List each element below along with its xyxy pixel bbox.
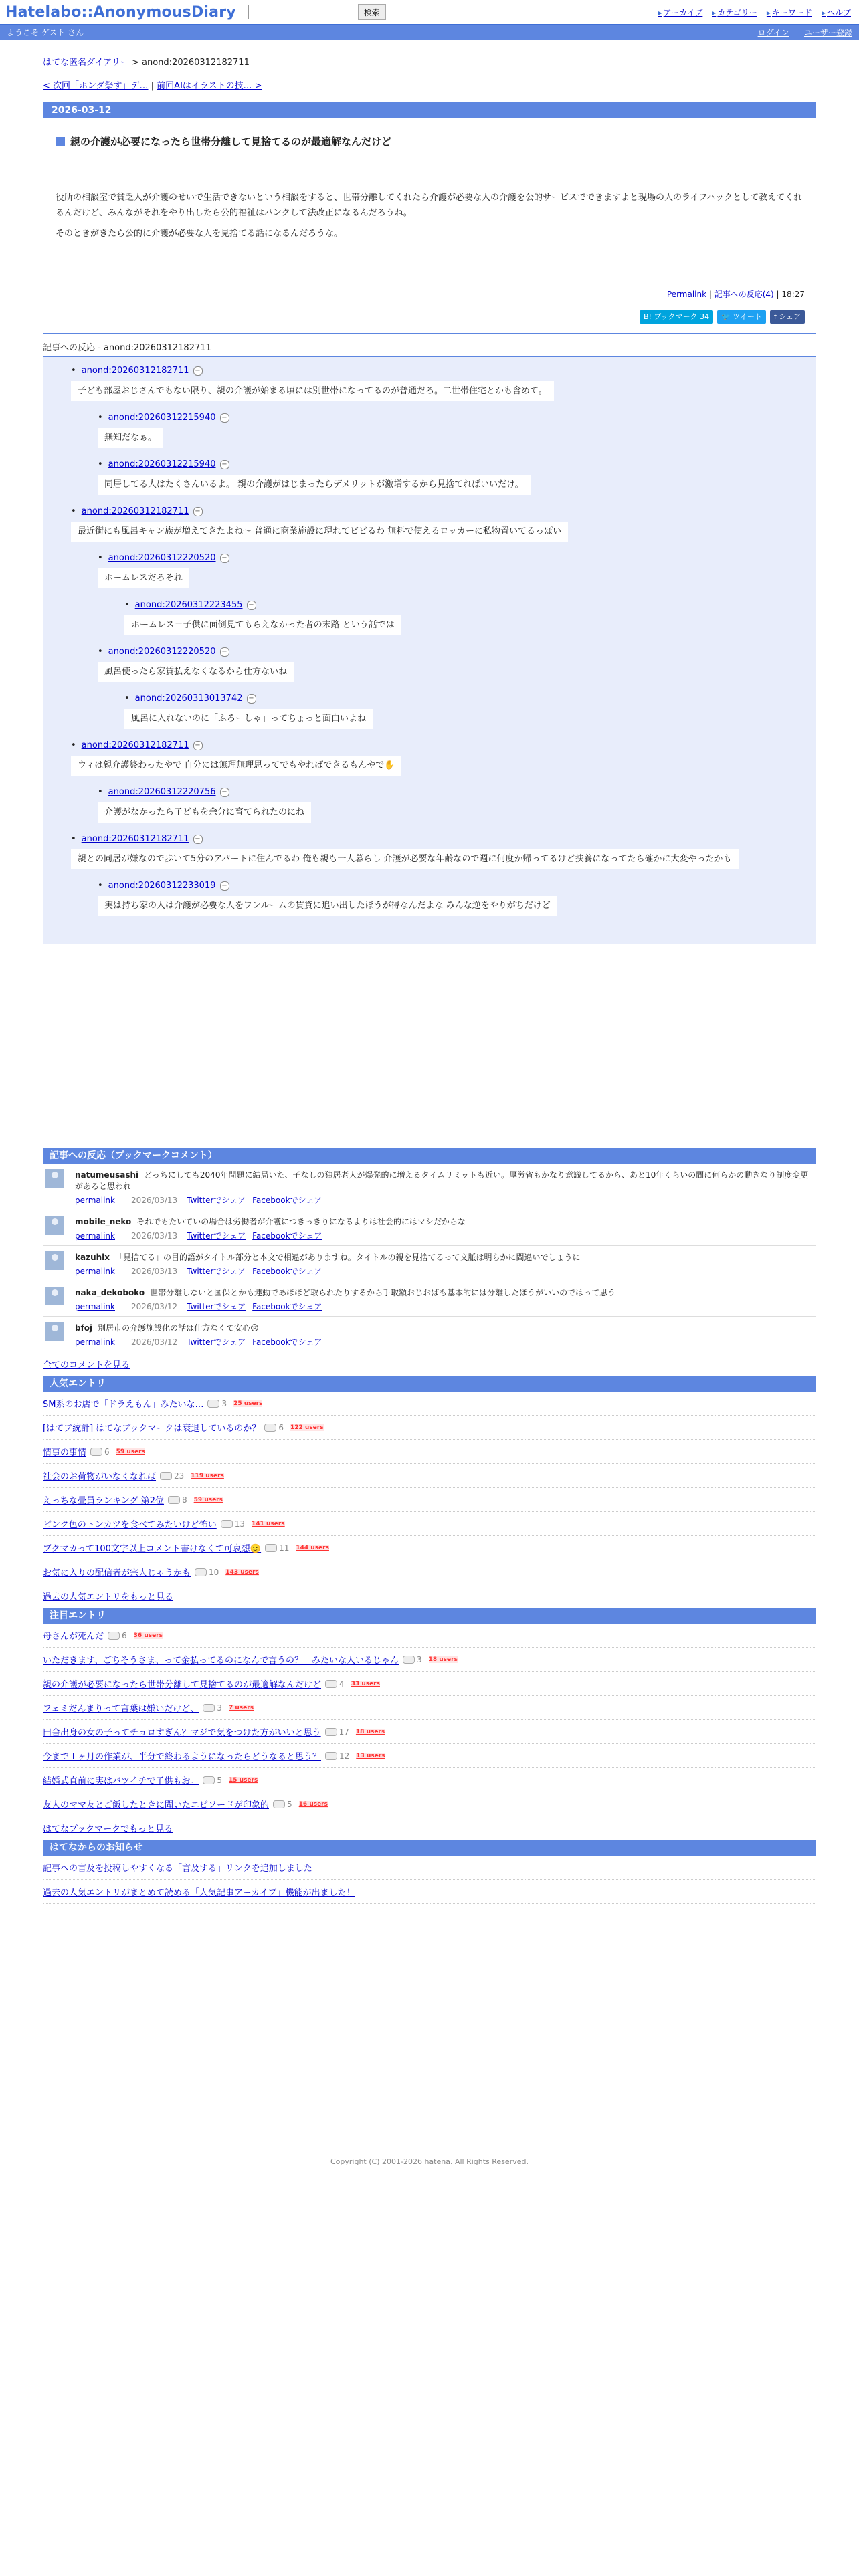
- reaction-text: 風呂使ったら家賃払えなくなるから仕方ないね: [98, 662, 294, 682]
- bookmark-permalink[interactable]: permalink: [75, 1267, 115, 1276]
- reaction-node: [71, 365, 816, 412]
- popular-list: [43, 1392, 816, 1584]
- comment-count: [265, 1543, 289, 1553]
- reaction-node: [98, 880, 816, 927]
- bookmark-body: [75, 1251, 581, 1277]
- notable-entry: [43, 1672, 816, 1696]
- notable-entry: [43, 1696, 816, 1720]
- news-item: [43, 1880, 816, 1904]
- comment-count: [203, 1703, 222, 1713]
- facebook-share-link[interactable]: Facebookでシェア: [252, 1196, 322, 1205]
- bookmark-users-badge[interactable]: 122 users: [290, 1424, 324, 1431]
- reaction-node: [98, 646, 816, 693]
- reaction-text: 無知だなぁ。: [98, 428, 163, 448]
- popular-entry: [43, 1536, 816, 1560]
- comment-count: [264, 1423, 284, 1432]
- popular-entry: [43, 1416, 816, 1440]
- bookmark-comment: [43, 1210, 816, 1246]
- twitter-share-link[interactable]: Twitterでシェア: [187, 1231, 246, 1241]
- collapse-toggle-icon[interactable]: −: [220, 554, 229, 563]
- notable-entry: [43, 1768, 816, 1792]
- bookmark-count: ブックマーク 34: [654, 312, 710, 321]
- bookmark-meta: [75, 1230, 466, 1241]
- bookmark-comment-text: どっちにしても2040年問題に結局いた、子なしの独居老人が爆発的に増えるタイムリミットも近い。厚労省もかなり意識してるから、あと10年くらいの間に何らかの動きなり制度変更があると思われ: [75, 1170, 809, 1191]
- comment-bubble-icon: [403, 1656, 415, 1664]
- reaction-link[interactable]: • anond:20260312215940 −: [98, 412, 816, 424]
- user-avatar[interactable]: [45, 1169, 64, 1188]
- bookmark-line: [75, 1169, 814, 1192]
- comment-count-value: 8: [182, 1495, 187, 1505]
- collapse-toggle-icon[interactable]: −: [220, 413, 229, 423]
- popular-entry: [43, 1488, 816, 1512]
- bookmark-comment: [43, 1281, 816, 1317]
- bookmark-user[interactable]: naka_dekoboko: [75, 1288, 145, 1297]
- twitter-share-link[interactable]: Twitterでシェア: [187, 1302, 246, 1311]
- entry-title: [56, 134, 816, 148]
- comment-bubble-icon: [195, 1568, 207, 1576]
- bookmark-users-badge[interactable]: 13 users: [356, 1752, 385, 1759]
- reaction-link[interactable]: • anond:20260312215940 −: [98, 459, 816, 471]
- popular-entry: [43, 1464, 816, 1488]
- user-avatar[interactable]: [45, 1216, 64, 1235]
- news-link[interactable]: 過去の人気エントリがまとめて読める「人気記事アーカイブ」機能が出ました！: [43, 1888, 355, 1898]
- bookmark-line: [75, 1322, 328, 1333]
- welcome-text: ようこそ ゲスト さん: [7, 28, 84, 37]
- reaction-node: [98, 412, 816, 459]
- comment-bubble-icon: [90, 1448, 102, 1456]
- reaction-node: [98, 786, 816, 833]
- reaction-node: [71, 506, 816, 552]
- comment-count-value: 3: [217, 1703, 222, 1713]
- collapse-toggle-icon[interactable]: −: [220, 788, 229, 797]
- notable-entry: [43, 1792, 816, 1816]
- bookmark-body: [75, 1322, 328, 1348]
- notable-entries: [43, 1608, 816, 1840]
- next-entry-link[interactable]: < 次回「ホンダ祭す」デ…: [43, 81, 149, 91]
- entry-paragraph: そのときがきたら公的に介護が必要な人を見捨てる話になるんだろうな。: [56, 229, 343, 239]
- bookmark-permalink[interactable]: permalink: [75, 1302, 115, 1311]
- user-avatar[interactable]: [45, 1251, 64, 1270]
- collapse-toggle-icon[interactable]: −: [193, 507, 203, 516]
- bookmark-comment-text: 「見捨てる」の目的語がタイトル部分と本文で相違がありますね。タイトルの親を見捨てるって文脈は明らかに間違いでしょうに: [115, 1253, 581, 1262]
- popular-title: 人気エントリ: [43, 1376, 816, 1392]
- reaction-node: [124, 599, 816, 646]
- comment-bubble-icon: [265, 1544, 277, 1552]
- popular-entry-link[interactable]: 情事の事情: [43, 1448, 87, 1458]
- twitter-share-link[interactable]: Twitterでシェア: [187, 1196, 246, 1205]
- popular-entries: [43, 1376, 816, 1608]
- site-logo[interactable]: Hatelabo::AnonymousDiary: [5, 3, 236, 21]
- bookmark-button[interactable]: B! ブックマーク 34: [640, 310, 713, 324]
- comment-bubble-icon: [108, 1632, 120, 1640]
- bookmark-date: 2026/03/12: [131, 1337, 178, 1347]
- popular-entry: [43, 1440, 816, 1464]
- bookmark-comment: [43, 1317, 816, 1352]
- nav-keyword[interactable]: ▸ キーワード: [767, 7, 812, 18]
- bookmark-comment-text: 別居市の介護施設化の話は仕方なくて安心😢: [98, 1323, 259, 1333]
- collapse-toggle-icon[interactable]: −: [247, 601, 256, 610]
- bookmark-user[interactable]: bfoj: [75, 1323, 93, 1333]
- popular-entry-link[interactable]: ピンク色のトンカツを食べてみたいけど怖い: [43, 1520, 217, 1530]
- bookmark-users-badge[interactable]: 16 users: [298, 1800, 328, 1808]
- comment-count: [203, 1776, 222, 1785]
- search-input[interactable]: [248, 5, 355, 19]
- comment-bubble-icon: [273, 1800, 285, 1808]
- register-link[interactable]: ユーザー登録: [803, 28, 852, 37]
- bookmark-line: [75, 1216, 466, 1227]
- bookmark-body: [75, 1216, 466, 1241]
- reaction-text: 介護がなかったら子どもを余分に育てられたのにね: [98, 802, 311, 823]
- bookmark-date: 2026/03/12: [131, 1302, 178, 1311]
- comment-bubble-icon: [325, 1680, 337, 1688]
- bookmark-body: [75, 1287, 615, 1312]
- hatena-news: [43, 1840, 816, 1904]
- entry-paragraph: 役所の相談室で貧乏人が介護のせいで生活できないという相談をすると、世帯分離してくれたら介護が必要な人の介護を公的サービスでできますよと現場の人のライフハックとして教えてくれるんだけど、みんながそれをやり出したら公的福祉はパンクして法改正になるんだろうね。: [56, 193, 803, 218]
- bookmark-users-badge[interactable]: 25 users: [233, 1400, 263, 1407]
- notable-entry: [43, 1720, 816, 1744]
- pager: [43, 78, 816, 91]
- collapse-toggle-icon[interactable]: −: [220, 460, 229, 469]
- popular-entry-link[interactable]: 社会のお荷物がいなくなれば: [43, 1472, 157, 1482]
- popular-entry-link[interactable]: お気に入りの配信者が宗人じゃうかも: [43, 1568, 191, 1578]
- bookmark-list: [43, 1164, 816, 1352]
- news-title: はてなからのお知らせ: [43, 1840, 816, 1856]
- comment-count: [403, 1655, 422, 1665]
- bookmark-users-badge[interactable]: 119 users: [191, 1472, 224, 1479]
- notable-entry: [43, 1624, 816, 1648]
- bookmark-users-badge[interactable]: 59 users: [116, 1448, 145, 1455]
- bookmark-permalink[interactable]: permalink: [75, 1196, 115, 1205]
- comment-count: [108, 1631, 127, 1640]
- facebook-share-link[interactable]: Facebookでシェア: [252, 1267, 322, 1276]
- bookmark-comments: [43, 1148, 816, 1376]
- bookmark-users-badge[interactable]: 59 users: [193, 1496, 223, 1503]
- comment-count: [325, 1727, 349, 1737]
- reaction-link[interactable]: • anond:20260312233019 −: [98, 880, 816, 892]
- bookmark-permalink[interactable]: permalink: [75, 1231, 115, 1241]
- notable-entry: [43, 1744, 816, 1768]
- collapse-toggle-icon[interactable]: −: [247, 694, 256, 704]
- title-square-icon: [56, 137, 65, 146]
- popular-entry: [43, 1512, 816, 1536]
- collapse-toggle-icon[interactable]: −: [193, 835, 203, 844]
- popular-entry-link[interactable]: ブクマカって100文字以上コメント書けなくて可哀想🙂: [43, 1544, 262, 1554]
- reactions-title: 記事への反応 - anond:20260312182711: [43, 340, 816, 357]
- bookmark-comment: [43, 1246, 816, 1281]
- comment-count: [195, 1568, 219, 1577]
- breadcrumb: [43, 55, 816, 68]
- bookmark-body: [75, 1169, 814, 1206]
- reaction-node: [71, 833, 816, 880]
- bookmark-comment-text: それでもたいていの場合は労働者が介護につきっきりになるよりは社会的にはマシだからな: [136, 1217, 466, 1226]
- bookmark-users-badge[interactable]: 18 users: [355, 1728, 385, 1735]
- collapse-toggle-icon[interactable]: −: [193, 741, 203, 750]
- notable-entry: [43, 1648, 816, 1672]
- comment-count-value: 6: [278, 1422, 284, 1432]
- notable-entry-link[interactable]: 友人のママ友とご飯したときに聞いたエピソードが印象的: [43, 1800, 270, 1810]
- bookmark-meta: [75, 1265, 581, 1277]
- notable-more-link[interactable]: はてなブックマークでもっと見る: [43, 1824, 173, 1834]
- collapse-toggle-icon[interactable]: −: [220, 647, 229, 657]
- notable-entry-link[interactable]: いただきます、ごちそうさま、って金払ってるのになんで言うの？ みたいな人いるじゃん: [43, 1656, 399, 1666]
- comment-count-value: 11: [279, 1543, 290, 1553]
- comment-count: [90, 1447, 110, 1457]
- comment-count: [325, 1751, 349, 1761]
- bookmark-users-badge[interactable]: 15 users: [229, 1776, 258, 1784]
- fb-share-label: シェア: [779, 312, 801, 321]
- popular-more-link[interactable]: 過去の人気エントリをもっと見る: [43, 1592, 174, 1602]
- reaction-link[interactable]: • anond:20260312182711 −: [71, 740, 816, 752]
- comment-count: [160, 1471, 184, 1481]
- reaction-tree: [43, 357, 816, 944]
- breadcrumb-current: anond:20260312182711: [142, 58, 250, 68]
- comment-bubble-icon: [168, 1496, 180, 1504]
- bookmark-user[interactable]: kazuhix: [75, 1253, 110, 1262]
- comment-count: [168, 1495, 187, 1505]
- reaction-link[interactable]: • anond:20260312220520 −: [98, 552, 816, 564]
- reaction-link[interactable]: • anond:20260312220520 −: [98, 646, 816, 658]
- comment-count-value: 5: [287, 1799, 292, 1809]
- facebook-share-link[interactable]: Facebookでシェア: [252, 1231, 322, 1241]
- entry-title-text: 親の介護が必要になったら世帯分離して見捨てるのが最適解なんだけど: [70, 136, 392, 148]
- news-item: [43, 1856, 816, 1880]
- comment-bubble-icon: [207, 1400, 219, 1408]
- comment-count-value: 5: [217, 1775, 222, 1785]
- bookmark-comment: [43, 1164, 816, 1210]
- bookmark-line: [75, 1287, 615, 1298]
- collapse-toggle-icon[interactable]: −: [220, 881, 229, 891]
- entry: [43, 102, 816, 334]
- comment-count-value: 4: [339, 1679, 345, 1689]
- pager-sep: |: [148, 81, 157, 91]
- nav-archive[interactable]: ▸ アーカイブ: [658, 7, 703, 18]
- entry-date: 2026-03-12: [43, 102, 816, 118]
- reaction-text: 風呂に入れないのに「ふろーしゃ」ってちょっと面白いよね: [124, 709, 373, 729]
- reaction-link[interactable]: • anond:20260312220756 −: [98, 786, 816, 798]
- comment-count-value: 3: [416, 1654, 422, 1665]
- entry-time: 18:27: [781, 290, 805, 299]
- user-avatar[interactable]: [45, 1287, 64, 1305]
- comment-bubble-icon: [203, 1776, 215, 1784]
- facebook-share-link[interactable]: Facebookでシェア: [252, 1302, 322, 1311]
- bookmark-users-badge[interactable]: 143 users: [225, 1568, 259, 1576]
- reaction-text: 親との同居が嫌なので歩いて5分のアパートに住んでるわ 俺も親も一人暮らし 介護が必要な年齢なので週に何度か帰ってるけど扶養になってたら確かに大変やったかも: [71, 849, 739, 869]
- bookmark-user[interactable]: natumeusashi: [75, 1170, 139, 1180]
- top-nav: [658, 7, 851, 18]
- nav-help[interactable]: ▸ ヘルプ: [822, 7, 851, 18]
- twitter-share-link[interactable]: Twitterでシェア: [187, 1267, 246, 1276]
- notable-entry-link[interactable]: 親の介護が必要になったら世帯分離して見捨てるのが最適解なんだけど: [43, 1680, 322, 1690]
- reaction-link[interactable]: • anond:20260312182711 −: [71, 833, 816, 845]
- bookmark-users-badge[interactable]: 141 users: [252, 1520, 285, 1527]
- notable-title: 注目エントリ: [43, 1608, 816, 1624]
- reaction-link[interactable]: • anond:20260312182711 −: [71, 365, 816, 377]
- permalink[interactable]: Permalink: [666, 290, 707, 299]
- notable-entry-link[interactable]: 田舎出身の女の子ってチョロすぎん？マジで気をつけた方がいいと思う: [43, 1728, 321, 1738]
- reaction-text: 子ども部屋おじさんでもない限り、親の介護が始まる頃には別世帯になってるのが普通だろ。二世帯住宅とかも含めて。: [71, 381, 554, 401]
- popular-entry: [43, 1392, 816, 1416]
- tweet-label: ツイート: [733, 312, 762, 321]
- bookmark-users-badge[interactable]: 7 users: [229, 1704, 254, 1711]
- reaction-link[interactable]: • anond:20260312223455 −: [124, 599, 816, 611]
- entry-footer: Permalink | 記事への反応(4) | 18:27: [666, 290, 805, 299]
- popular-entry-link[interactable]: [はてブ統計] はてなブックマークは衰退しているのか？: [43, 1424, 261, 1434]
- breadcrumb-home[interactable]: はてな匿名ダイアリー: [43, 58, 129, 68]
- tweet-button[interactable]: 🐦 ツイート: [717, 310, 766, 324]
- bookmark-date: 2026/03/13: [131, 1196, 178, 1205]
- facebook-share-button[interactable]: f シェア: [770, 310, 805, 324]
- reaction-text: ウィは親介護終わったやで 自分には無理無理思ってでもやればできるもんやで✋: [71, 756, 401, 776]
- bookmark-comment-text: 世帯分離しないと国保とかも連動であほほど取られたりするから手取額おじおばも基本的には分離したほうがいいのではって思う: [150, 1288, 616, 1297]
- comment-count-value: 23: [174, 1471, 185, 1481]
- header: [0, 0, 859, 25]
- bookmark-meta: [75, 1301, 615, 1312]
- comment-count: [325, 1679, 345, 1689]
- footer-copyright: Copyright (C) 2001-2026 hatena. All Rights Reserved.: [330, 2157, 529, 2166]
- comment-bubble-icon: [160, 1472, 172, 1480]
- prev-entry-link[interactable]: 前回AIはイラストの技… >: [157, 81, 262, 91]
- ad-space: [43, 944, 816, 1148]
- login-link[interactable]: ログイン: [757, 28, 789, 37]
- reaction-node: [98, 552, 816, 599]
- comment-count-value: 6: [104, 1446, 110, 1457]
- reaction-text: ホームレスだろそれ: [98, 568, 189, 588]
- comment-count: [273, 1800, 292, 1809]
- popular-entry-link[interactable]: えっちな畳員ランキング 第2位: [43, 1496, 165, 1506]
- comment-bubble-icon: [221, 1520, 233, 1528]
- facebook-share-link[interactable]: Facebookでシェア: [252, 1337, 322, 1347]
- reaction-text: 同居してる人はたくさんいるよ。 親の介護がはじまったらデメリットが激増するから見捨てればいいだけ。: [98, 475, 531, 495]
- reaction-node: [71, 740, 816, 786]
- user-avatar[interactable]: [45, 1322, 64, 1341]
- reactions-link[interactable]: 記事への反応(4): [714, 290, 774, 299]
- reaction-link[interactable]: • anond:20260313013742 −: [124, 693, 816, 705]
- bookmark-users-badge[interactable]: 36 users: [133, 1632, 163, 1639]
- notable-list: [43, 1624, 816, 1816]
- popular-entry-link[interactable]: SM系のお店で「ドラえもん」みたいな…: [43, 1400, 204, 1410]
- comment-count-value: 3: [221, 1398, 227, 1408]
- bookmark-date: 2026/03/13: [131, 1267, 178, 1276]
- main-content: [43, 40, 816, 1904]
- bookmark-line: [75, 1251, 581, 1263]
- search-button[interactable]: 検索: [358, 4, 386, 20]
- notable-entry-link[interactable]: 結婚式直前に実はバツイチで子供もお。: [43, 1776, 199, 1786]
- reaction-text: ホームレス＝子供に面倒見てもらえなかった者の末路 という話では: [124, 615, 401, 635]
- twitter-share-link[interactable]: Twitterでシェア: [187, 1337, 246, 1347]
- bookmark-date: 2026/03/13: [131, 1231, 178, 1241]
- comment-bubble-icon: [325, 1752, 337, 1760]
- nav-category[interactable]: ▸ カテゴリー: [712, 7, 757, 18]
- entry-body: [56, 190, 803, 241]
- bookmark-users-badge[interactable]: 33 users: [351, 1680, 380, 1687]
- news-link[interactable]: 記事への言及を投稿しやすくなる「言及する」リンクを追加しました: [43, 1864, 312, 1874]
- comment-count-value: 12: [339, 1751, 350, 1761]
- comment-count: [221, 1519, 245, 1529]
- notable-entry-link[interactable]: 母さんが死んだ: [43, 1632, 104, 1642]
- reaction-node: [124, 693, 816, 740]
- comment-bubble-icon: [203, 1704, 215, 1712]
- popular-entry: [43, 1560, 816, 1584]
- comment-bubble-icon: [264, 1424, 276, 1432]
- collapse-toggle-icon[interactable]: −: [193, 366, 203, 376]
- comment-count-value: 17: [339, 1727, 349, 1737]
- welcome-bar: [0, 25, 859, 40]
- breadcrumb-sep: >: [128, 58, 142, 68]
- bookmark-users-badge[interactable]: 144 users: [296, 1544, 329, 1551]
- bookmark-user[interactable]: mobile_neko: [75, 1217, 132, 1226]
- share-buttons: [43, 300, 816, 333]
- reaction-link[interactable]: • anond:20260312182711 −: [71, 506, 816, 518]
- comment-count-value: 6: [122, 1630, 127, 1640]
- reaction-text: 実は持ち家の人は介護が必要な人をワンルームの賃貸に追い出したほうが得なんだよな みんな逆をやりがちだけど: [98, 896, 557, 916]
- reaction-node: [98, 459, 816, 506]
- bookmark-meta: [75, 1336, 328, 1348]
- bookmark-permalink[interactable]: permalink: [75, 1337, 115, 1347]
- comment-count: [207, 1399, 227, 1408]
- comment-count-value: 10: [209, 1567, 219, 1577]
- bookmark-meta: [75, 1194, 814, 1206]
- all-comments-link[interactable]: 全てのコメントを見る: [43, 1360, 130, 1370]
- reaction-text: 最近街にも風呂キャン族が増えてきたよね～ 普通に商業施設に現れてビビるわ 無料で使えるロッカーに私物置いてるっぽい: [71, 522, 568, 542]
- notable-entry-link[interactable]: 今まで１ヶ月の作業が、半分で終わるようになったらどうなると思う？: [43, 1752, 322, 1762]
- bookmark-comments-title: 記事への反応（ブックマークコメント）: [43, 1148, 816, 1164]
- comment-bubble-icon: [325, 1728, 337, 1736]
- comment-count-value: 13: [234, 1519, 246, 1529]
- notable-entry-link[interactable]: フェミだんまりって言葉は嫌いだけど、: [43, 1704, 199, 1714]
- bookmark-users-badge[interactable]: 18 users: [428, 1656, 458, 1663]
